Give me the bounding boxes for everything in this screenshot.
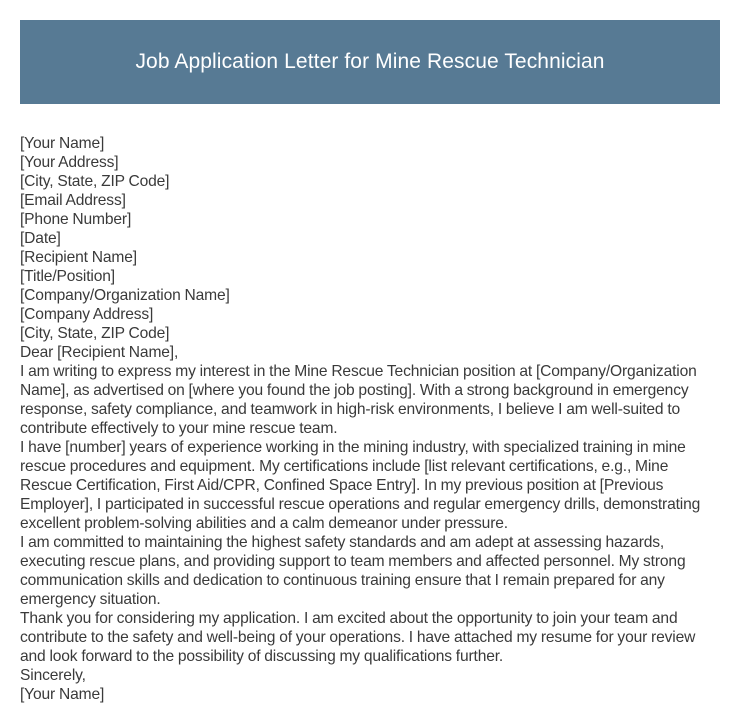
paragraph-experience: I have [number] years of experience working in the mining industry, with specialized training in mine rescue procedures and equipment. My certifications include [list relevant certifications, e.g., Mine Rescue Certification, First Aid/CPR, Confined Space Entry]. In my previous position at [Previous Employer], I participated in successful rescue operations and regular emergency drills, demonstrating excellent problem-solving abilities and a calm demeanor under pressure. [20, 439, 701, 532]
recipient-city-state-zip: [City, State, ZIP Code] [20, 325, 170, 342]
recipient-title: [Title/Position] [20, 268, 115, 285]
sender-phone: [Phone Number] [20, 211, 132, 228]
recipient-name: [Recipient Name] [20, 249, 137, 266]
letter-date: [Date] [20, 230, 61, 247]
letter-body [20, 134, 720, 704]
paragraph-closing: Thank you for considering my application. I am excited about the opportunity to join your team and contribute to the safety and well-being of your operations. I have attached my resume for your review and look forward to the possibility of discussing my qualifications further. [20, 610, 696, 665]
title-banner [20, 20, 720, 104]
paragraph-commitment: I am committed to maintaining the highest safety standards and am adept at assessing hazards, executing rescue plans, and providing support to team members and affected personnel. My strong communication skills and dedication to continuous training ensure that I remain prepared for any emergency situation. [20, 534, 686, 608]
recipient-address: [Company Address] [20, 306, 154, 323]
recipient-company: [Company/Organization Name] [20, 287, 230, 304]
paragraph-intro: I am writing to express my interest in the Mine Rescue Technician position at [Company/Organization Name], as advertised on [where you found the job posting]. With a strong background in emergency response, safety compliance, and teamwork in high-risk environments, I believe I am well-suited to contribute effectively to your mine rescue team. [20, 363, 697, 437]
signature: [Your Name] [20, 686, 105, 703]
sender-name: [Your Name] [20, 135, 105, 152]
page-title: Job Application Letter for Mine Rescue Technician [135, 50, 605, 73]
closing: Sincerely, [20, 667, 86, 684]
sender-city-state-zip: [City, State, ZIP Code] [20, 173, 170, 190]
sender-email: [Email Address] [20, 192, 126, 209]
salutation: Dear [Recipient Name], [20, 344, 179, 361]
sender-address: [Your Address] [20, 154, 119, 171]
